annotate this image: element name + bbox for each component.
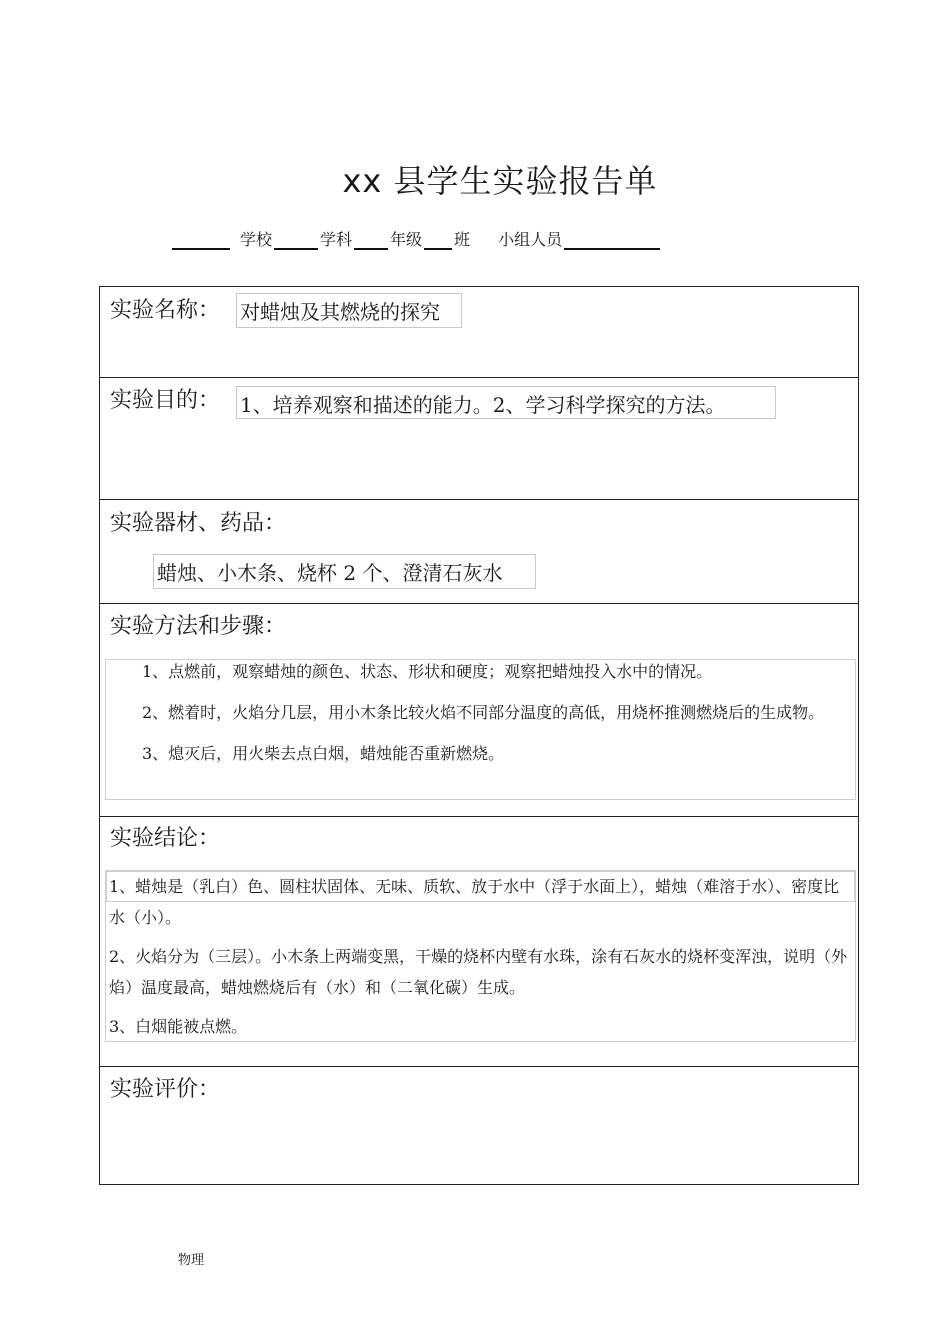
section-method — [100, 603, 858, 816]
evaluation-label: 实验评价： — [110, 1077, 221, 1102]
section-materials — [100, 499, 858, 603]
section-evaluation — [100, 1066, 858, 1184]
conclusion-item: 1、蜡烛是（乳白）色、圆柱状固体、无味、质软、放于水中（浮于水面上），蜡烛（难溶于水）、密度比水（小）。 — [109, 877, 840, 927]
grade-label: 年级 — [390, 230, 423, 249]
name-field[interactable]: 对蜡烛及其燃烧的探究 — [236, 293, 462, 328]
subject-blank[interactable] — [274, 230, 318, 250]
purpose-field[interactable]: 1、培养观察和描述的能力。2、学习科学探究的方法。 — [236, 386, 776, 419]
school-blank[interactable] — [172, 230, 230, 250]
subject-footer: 物理 — [178, 1253, 205, 1268]
grade-blank[interactable] — [354, 230, 388, 250]
subject-label: 学科 — [320, 230, 353, 249]
materials-label: 实验器材、药品： — [110, 511, 287, 536]
conclusion-text — [109, 871, 851, 1042]
school-label: 学校 — [240, 230, 273, 249]
name-label: 实验名称： — [110, 298, 221, 323]
method-step: 1、点燃前，观察蜡烛的颜色、状态、形状和硬度；观察把蜡烛投入水中的情况。 — [142, 662, 713, 681]
section-name — [100, 287, 858, 377]
conclusion-item: 3、白烟能被点燃。 — [109, 1017, 248, 1036]
conclusion-label: 实验结论： — [110, 826, 221, 851]
materials-field[interactable]: 蜡烛、小木条、烧杯 2 个、澄清石灰水 — [153, 554, 536, 589]
method-box[interactable] — [105, 659, 856, 800]
class-label: 班 — [454, 230, 471, 249]
method-step: 3、熄灭后，用火柴去点白烟，蜡烛能否重新燃烧。 — [142, 744, 505, 763]
section-conclusion — [100, 816, 858, 1066]
group-blank[interactable] — [564, 230, 660, 250]
method-label: 实验方法和步骤： — [110, 614, 287, 639]
purpose-label: 实验目的： — [110, 388, 221, 413]
report-table — [99, 286, 859, 1185]
section-purpose — [100, 377, 858, 499]
conclusion-box[interactable] — [105, 870, 856, 1042]
group-label: 小组人员 — [498, 230, 563, 249]
conclusion-item: 2、火焰分为（三层）。小木条上两端变黑，干燥的烧杯内壁有水珠，涂有石灰水的烧杯变浑浊，说明（外焰）温度最高，蜡烛燃烧后有（水）和（二氧化碳）生成。 — [109, 947, 848, 997]
report-title: xx 县学生实验报告单 — [342, 162, 658, 200]
class-blank[interactable] — [424, 230, 452, 250]
method-step: 2、燃着时，火焰分几层，用小木条比较火焰不同部分温度的高低，用烧杯推测燃烧后的生成物。 — [142, 703, 825, 722]
info-row — [172, 228, 660, 250]
